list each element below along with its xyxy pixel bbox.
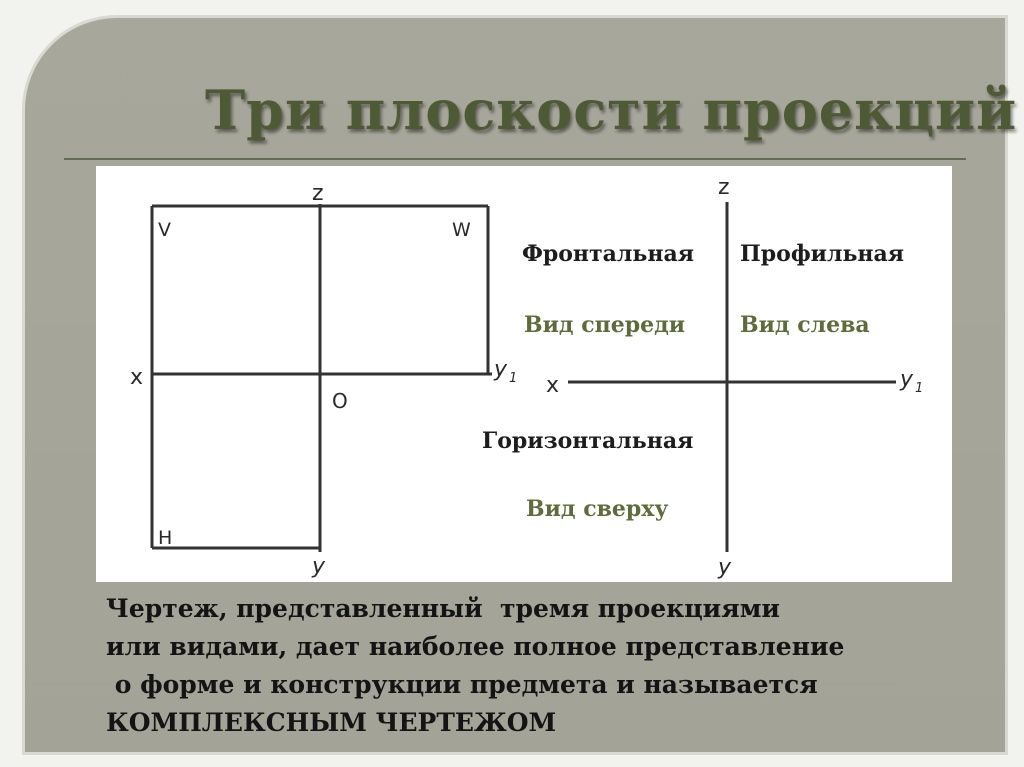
caption-line-1: Чертеж, представленный тремя проекциями <box>106 594 780 623</box>
left-z-label: z <box>312 181 324 206</box>
right-y1-label: y <box>900 367 914 392</box>
horizontal-plane-label: Горизонтальная <box>482 428 694 454</box>
left-y-label: y <box>312 554 326 579</box>
left-y1-label: y <box>494 357 508 382</box>
right-x-label: x <box>546 373 560 398</box>
left-w-label: W <box>452 219 471 241</box>
top-view-label: Вид сверху <box>526 496 669 522</box>
left-x-label: x <box>130 365 144 390</box>
slide-caption <box>106 590 976 742</box>
right-y1-subscript: 1 <box>915 381 924 396</box>
caption-line-2: или видами, дает наиболее полное представление <box>106 632 845 661</box>
left-y1-subscript: 1 <box>509 371 518 386</box>
caption-line-3: о форме и конструкции предмета и называется <box>106 670 818 699</box>
right-y-label: y <box>718 555 732 580</box>
slide-title: Три плоскости проекций <box>205 78 1018 142</box>
left-v-label: V <box>158 219 171 241</box>
profile-plane-label: Профильная <box>740 241 905 267</box>
left-origin-label: O <box>332 389 348 413</box>
left-h-label: H <box>158 527 173 549</box>
left-diagram <box>152 204 492 552</box>
front-view-label: Вид спереди <box>524 312 686 338</box>
projection-diagram <box>96 166 952 582</box>
projection-figure <box>96 166 952 582</box>
caption-line-4: КОМПЛЕКСНЫМ ЧЕРТЕЖОМ <box>106 708 557 737</box>
left-view-label: Вид слева <box>740 312 870 338</box>
title-underline <box>64 158 966 160</box>
frontal-plane-label: Фронтальная <box>522 241 694 267</box>
right-z-label: z <box>718 175 730 200</box>
